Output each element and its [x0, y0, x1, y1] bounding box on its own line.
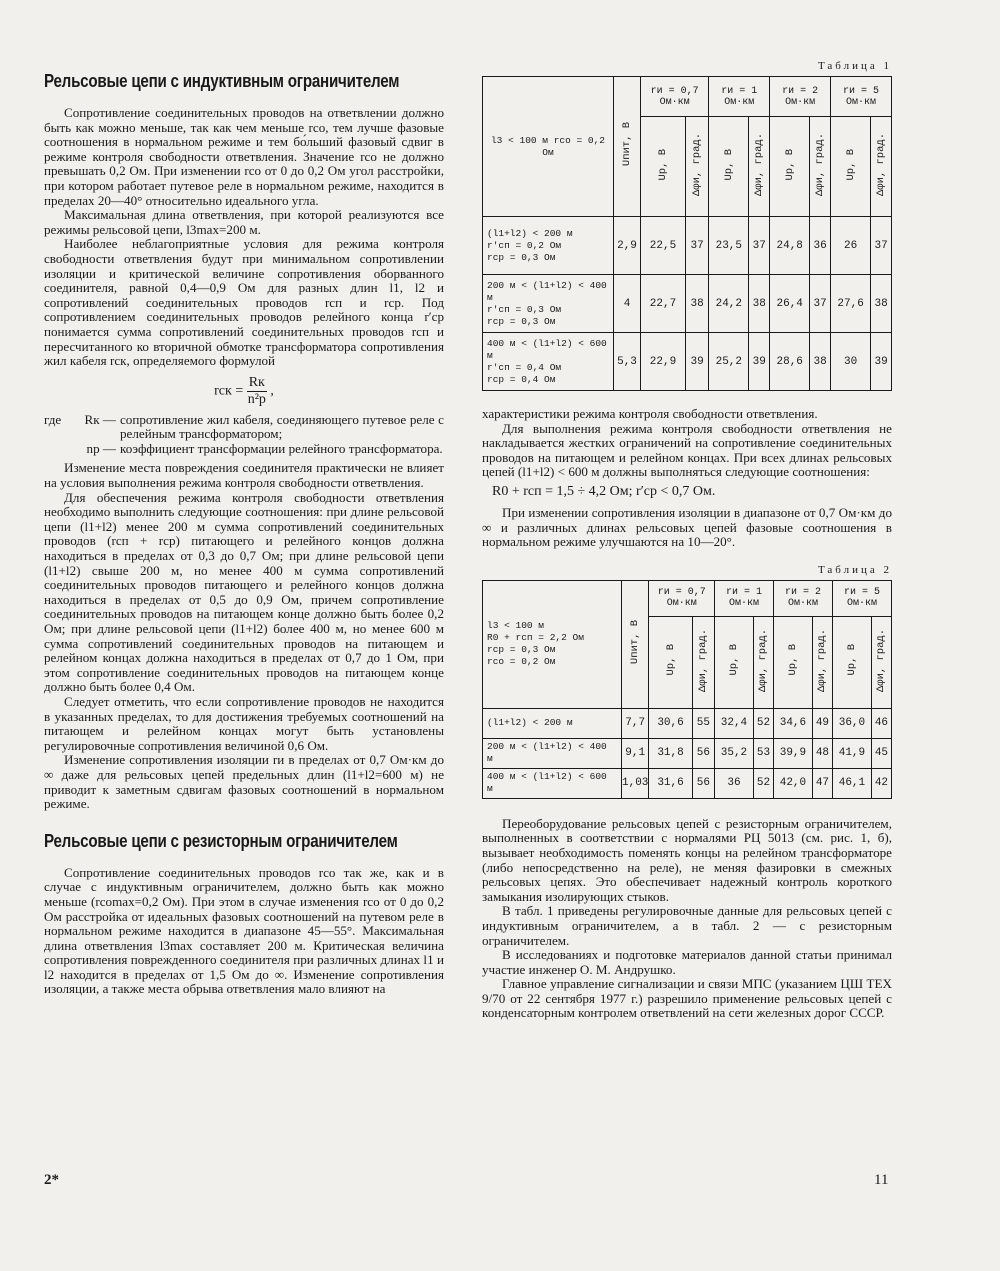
table-row: [483, 738, 892, 768]
row-condition: (l1+l2) < 200 м: [487, 227, 573, 239]
table-cell: 56: [692, 738, 714, 768]
group-header: rи = 5 Ом·км: [833, 580, 892, 616]
paragraph: Наиболее неблагоприятные условия для режима контроля свободности ответвления будут при минимальном сопротивлении изоляции и критической величине сопротивления оборванного соединителя, равной 0,4—0,9 Ом для разных длин l1, l2 и сопротивлений соединительных проводов rсп и rср. Под сопротивлением соединительных проводов релейного конца r′ср понимается сумма сопротивлений соединительных проводов rсп и пересчитанного ко вторичной обмотке трансформатора сопротивления жил кабеля rск, определяемого формулой: [44, 236, 444, 369]
row-condition: rср = 0,3 Ом: [487, 251, 556, 263]
head-condition: rср = 0,3 Ом: [487, 644, 556, 656]
table-cell: 24,2: [709, 275, 749, 333]
formula-denominator: n²р: [247, 391, 266, 407]
col-dphi: Δφи, град.: [691, 132, 704, 196]
group-header: rи = 2 Ом·км: [770, 77, 831, 117]
paragraph: Изменение места повреждения соединителя практически не влияет на условия выполнения режима контроля свободности ответвления.: [44, 460, 444, 491]
table2-caption: Таблица 2: [817, 563, 892, 576]
row-condition: r′сп = 0,4 Ом: [487, 361, 562, 373]
col-up: Uр, В: [656, 148, 669, 181]
col-dphi: Δφи, град.: [816, 628, 829, 692]
col-dphi: Δφи, град.: [757, 628, 770, 692]
table-cell: 42,0: [774, 768, 813, 798]
section-heading-resistive: Рельсовые цепи с резисторным ограничителем: [44, 829, 398, 851]
paragraph: характеристики режима контроля свободности ответвления.: [482, 406, 818, 421]
row-condition: 200 м < (l1+l2) < 400 м: [487, 279, 607, 303]
paragraph: Для выполнения режима контроля свободности ответвления не накладывается жестких ограничений на сопротивление соединительных проводов на питающем и релейном концах. При всех длинах рельсовых цепей (l1+l2) < 600 м должны выполняться следующие соотношения:: [482, 420, 892, 480]
table-cell: 39,9: [774, 738, 813, 768]
legend-symbol: nр —: [86, 440, 116, 456]
table-cell: 22,9: [641, 333, 686, 391]
table-cell: 42: [871, 768, 891, 798]
row-condition: rср = 0,4 Ом: [487, 373, 556, 385]
table-cell: 38: [810, 333, 831, 391]
table-cell: 37: [871, 217, 892, 275]
col-up: Uр, В: [783, 148, 796, 181]
row-condition: r′сп = 0,2 Ом: [487, 239, 562, 251]
paragraph: Главное управление сигнализации и связи МПС (указанием ЦШ ТЕХ 9/70 от 22 сентября 1977 г.) разрешило применение рельсовых цепей с конденсаторным контролем ответвлений на сети железных дорог СССР.: [482, 976, 892, 1021]
formula-fraction: [247, 375, 267, 408]
table-cell: 37: [810, 275, 831, 333]
table2-head-conditions: [483, 580, 622, 708]
table-cell: 1,03: [622, 768, 649, 798]
col-up: Uр, В: [845, 644, 858, 676]
col-up: Uр, В: [786, 644, 799, 676]
table-cell: 9,1: [622, 738, 649, 768]
formula-rck: [44, 375, 444, 409]
col-up: Uр, В: [727, 644, 740, 676]
table-cell: 36: [810, 217, 831, 275]
table-cell: 52: [753, 708, 773, 738]
table-cell: 52: [753, 768, 773, 798]
col-dphi: Δφи, град.: [875, 628, 888, 692]
legend-intro: где: [44, 411, 62, 427]
table-row: [483, 333, 892, 391]
formula-numerator: Rк: [248, 374, 265, 390]
table-cell: 2,9: [614, 217, 641, 275]
paragraph: Следует отметить, что если сопротивление проводов не находится в указанных пределах, то для достижения требуемых соотношений на питающем и релейном концах могут быть установлены регулировочные сопротивления величиной 0,6 Ом.: [44, 693, 444, 753]
table-2: [482, 580, 892, 799]
table-cell: 26: [831, 217, 871, 275]
group-header: rи = 0,7 Ом·км: [641, 77, 709, 117]
col-dphi: Δφи, град.: [697, 628, 710, 692]
table-cell: 36: [715, 768, 754, 798]
table-cell: 47: [812, 768, 832, 798]
legend-symbol: Rк —: [84, 411, 116, 427]
row-condition: rср = 0,3 Ом: [487, 315, 556, 327]
col-upit: Uпит, В: [621, 122, 633, 167]
table-cell: 38: [871, 275, 892, 333]
table-cell: 48: [812, 738, 832, 768]
legend-description: коэффициент трансформации релейного трансформатора.: [120, 440, 443, 456]
formula-comma: ,: [270, 383, 274, 399]
table-cell: 53: [753, 738, 773, 768]
row-condition: (l1+l2) < 200 м: [483, 708, 622, 738]
formula-legend: [44, 413, 444, 457]
table-cell: 26,4: [770, 275, 810, 333]
row-condition: 400 м < (l1+l2) < 600 м: [483, 768, 622, 798]
table-cell: 37: [685, 217, 708, 275]
table-row: [483, 708, 892, 738]
table-cell: 36,0: [833, 708, 872, 738]
table-1: [482, 76, 892, 391]
table-row: [483, 768, 892, 798]
col-dphi: Δφи, град.: [814, 132, 827, 196]
table-cell: 25,2: [709, 333, 749, 391]
col-dphi: Δφи, град.: [875, 132, 888, 196]
table-cell: 38: [749, 275, 770, 333]
table1-caption: Таблица 1: [817, 60, 892, 72]
col-up: Uр, В: [664, 644, 677, 676]
col-dphi: Δφи, град.: [753, 132, 766, 196]
table-cell: 5,3: [614, 333, 641, 391]
table-cell: 49: [812, 708, 832, 738]
table-cell: 56: [692, 768, 714, 798]
table-cell: 35,2: [715, 738, 754, 768]
left-column: [44, 60, 444, 997]
group-header: rи = 5 Ом·км: [831, 77, 892, 117]
page-number-left: 2*: [44, 1172, 59, 1188]
paragraph: В исследованиях и подготовке материалов данной статьи принимал участие инженер О. М. Андрушко.: [482, 947, 892, 977]
table-cell: 39: [685, 333, 708, 391]
page-number-right: 11: [874, 1172, 889, 1188]
section-heading-inductive: Рельсовые цепи с индуктивным ограничителем: [44, 70, 400, 91]
table-cell: 34,6: [774, 708, 813, 738]
table1-head-conditions: l3 < 100 м rсо = 0,2 Ом: [483, 77, 614, 217]
col-upit: Uпит, В: [629, 620, 642, 665]
table-cell: 27,6: [831, 275, 871, 333]
table-cell: 46: [871, 708, 891, 738]
group-header: rи = 0,7 Ом·км: [649, 580, 715, 616]
table-cell: 24,8: [770, 217, 810, 275]
table-cell: 55: [692, 708, 714, 738]
table-cell: 30,6: [649, 708, 692, 738]
table-cell: 4: [614, 275, 641, 333]
table-cell: 38: [685, 275, 708, 333]
group-header: rи = 1 Ом·км: [715, 580, 774, 616]
paragraph: При изменении сопротивления изоляции в диапазоне от 0,7 Ом·км до ∞ и различных длинах рельсовых цепей фазовые соотношения в нормальном режиме улучшаются на 10—20°.: [482, 504, 892, 550]
right-column: [482, 60, 892, 1021]
head-condition: l3 < 100 м: [487, 620, 545, 632]
col-up: Uр, В: [722, 148, 735, 181]
col-up: Uр, В: [844, 148, 857, 181]
group-header: rи = 2 Ом·км: [774, 580, 833, 616]
table-cell: 31,8: [649, 738, 692, 768]
table-cell: 22,5: [641, 217, 686, 275]
table-cell: 23,5: [709, 217, 749, 275]
legend-description: сопротивление жил кабеля, соединяющего путевое реле с релейным трансформатором;: [120, 411, 444, 442]
table-row: [483, 275, 892, 333]
row-condition: 400 м < (l1+l2) < 600 м: [487, 337, 607, 361]
table-cell: 39: [749, 333, 770, 391]
table-cell: 22,7: [641, 275, 686, 333]
head-condition: R0 + rсп = 2,2 Ом: [487, 632, 584, 644]
table-cell: 37: [749, 217, 770, 275]
table-cell: 30: [831, 333, 871, 391]
table-cell: 45: [871, 738, 891, 768]
paragraph: Сопротивление соединительных проводов rсо так же, как и в случае с индуктивным ограничителем, должно быть как можно меньше (rcomax=0,2 Ом). При этом в случае изменения rсо от 0 до 0,2 Ом расстройка от идеальных фазовых соотношений на путевом реле в нормальном режиме находится в диапазоне 45—55°. Максимальная длина ответвления l3max составляет 200 м. Критическая величина сопротивления поврежденного соединителя при различных длинах l1 и l2 находится в пределах от 1,5 Ом до ∞. Изменение сопротивления изоляции, а также места обрыва ответвления мало влияют на: [44, 864, 444, 997]
paragraph: Сопротивление соединительных проводов на ответвлении должно быть как можно меньше, так как чем меньше rсо, тем лучше фазовые соотношения в нормальном режиме и тем бо́льший фазовый сдвиг в режиме контроля свободности ответвления. Значение rсо не должно превышать 0,2 Ом. При изменении rсо от 0 до 0,2 Ом угол расстройки, при котором работает путевое реле в нормальном режиме, находится в пределах 20—40° относительно идеального угла.: [44, 105, 444, 208]
row-condition: r′сп = 0,3 Ом: [487, 303, 562, 315]
table-cell: 32,4: [715, 708, 754, 738]
paragraph: Переоборудование рельсовых цепей с резисторным ограничителем, выполненных в соответствии с нормалями РЦ 5013 (см. рис. 1, б), вызывает необходимость поменять концы на релейном трансформаторе (либо непосредственно на реле), не меняя фазировки в смежных рельсовых цепях. Это обеспечивает надежный контроль короткого замыкания изолирующих стыков.: [482, 815, 892, 904]
head-condition: rсо = 0,2 Ом: [487, 656, 556, 668]
row-condition: 200 м < (l1+l2) < 400 м: [483, 738, 622, 768]
paragraph: Для обеспечения режима контроля свободности ответвления необходимо выполнить следующие соотношения: при длине рельсовой цепи (l1+l2) менее 200 м сумма сопротивлений соединительных проводов (rсп + rср) питающего и релейного концов должна находиться в пределах от 0,3 до 0,7 Ом; при длине рельсовой цепи (l1+l2) свыше 200 м, но менее 400 м сумма сопротивлений соединительных проводов питающего и релейного концов должна находиться в пределах от 0,5 до 0,9 Ом, причем сопротивление соединительных проводов на питающем конце должно быть более 0,2 Ом; при длине рельсовой цепи (l1+l2) более 400 м, но менее 600 м сумма сопротивлений соединительных проводов на питающем и релейном концах должна находиться в пределах от 0,7 до 1 Ом, при этом сопротивление соединительных проводов на питающем конце должно быть более 0,4 Ом.: [44, 489, 444, 695]
table-row: [483, 217, 892, 275]
formula-lhs: rск =: [214, 383, 244, 399]
table-cell: 7,7: [622, 708, 649, 738]
table-cell: 28,6: [770, 333, 810, 391]
table-cell: 41,9: [833, 738, 872, 768]
table-cell: 31,6: [649, 768, 692, 798]
group-header: rи = 1 Ом·км: [709, 77, 770, 117]
table-cell: 46,1: [833, 768, 872, 798]
paragraph: В табл. 1 приведены регулировочные данные для рельсовых цепей с индуктивным ограничителем, а в табл. 2 — с резисторным ограничителем.: [482, 903, 892, 948]
paragraph: Изменение сопротивления изоляции rи в пределах от 0,7 Ом·км до ∞ даже для рельсовых цепей предельных длин (l1+l2=600 м) не приводит к заметным сдвигам фазовых соотношений в нормальном режиме.: [44, 752, 444, 812]
equation-relations: R0 + rсп = 1,5 ÷ 4,2 Ом; r′ср < 0,7 Ом.: [492, 483, 716, 499]
paragraph: Максимальная длина ответвления, при которой реализуются все режимы рельсовой цепи, l3max=200 м.: [44, 207, 444, 237]
table-cell: 39: [871, 333, 892, 391]
